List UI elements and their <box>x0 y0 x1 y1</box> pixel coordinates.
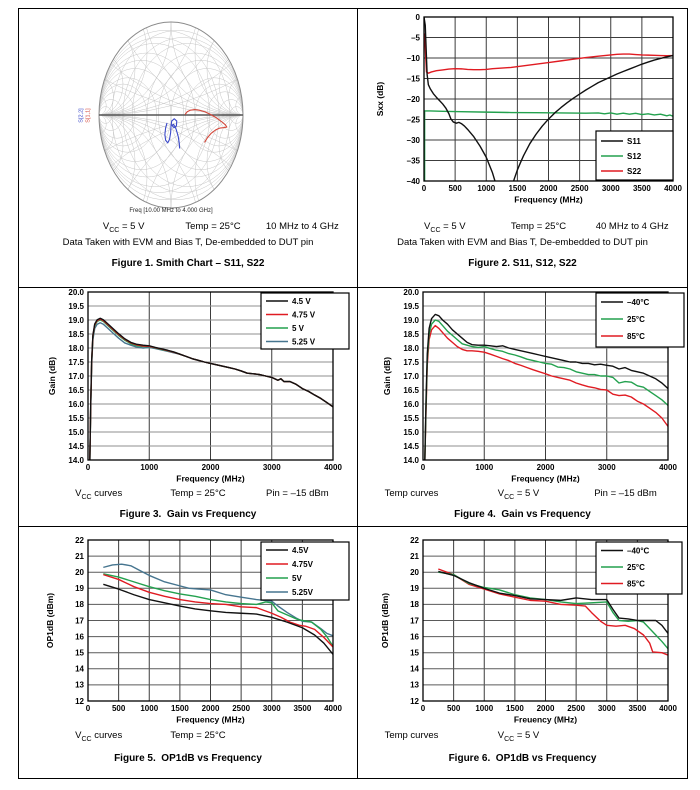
condition-item: Pin = –15 dBm <box>266 488 329 499</box>
svg-text:15.0: 15.0 <box>68 427 84 437</box>
svg-text:S11: S11 <box>627 136 641 146</box>
figure-caption: Figure 6. OP1dB vs Frequency <box>448 753 597 764</box>
svg-text:14: 14 <box>75 664 84 674</box>
svg-text:1000: 1000 <box>475 463 494 472</box>
conditions-line <box>19 488 357 501</box>
svg-text:–30: –30 <box>406 135 420 145</box>
svg-text:1000: 1000 <box>140 704 159 713</box>
svg-text:0: 0 <box>420 704 426 713</box>
svg-text:–5: –5 <box>411 33 420 43</box>
figure-caption: Figure 4. Gain vs Frequency <box>454 509 591 520</box>
svg-text:Gain (dB): Gain (dB) <box>47 356 57 396</box>
svg-text:21: 21 <box>410 551 419 561</box>
svg-text:Gain (dB): Gain (dB) <box>382 356 392 396</box>
svg-text:17.0: 17.0 <box>403 371 419 381</box>
svg-text:25°C: 25°C <box>627 314 645 324</box>
svg-text:25°C: 25°C <box>627 562 645 572</box>
svg-text:3500: 3500 <box>293 704 312 713</box>
svg-text:18: 18 <box>75 600 84 610</box>
svg-text:18: 18 <box>410 600 419 610</box>
condition-item: Temp = 25°C <box>170 488 226 499</box>
svg-text:16.5: 16.5 <box>403 385 419 395</box>
svg-text:22: 22 <box>75 535 84 545</box>
svg-text:S22: S22 <box>627 166 642 176</box>
svg-text:0: 0 <box>85 704 91 713</box>
condition-item <box>248 730 347 743</box>
svg-text:4000: 4000 <box>324 463 342 472</box>
svg-text:1500: 1500 <box>505 704 524 713</box>
condition-item: $V_{CC}$ curves <box>75 730 123 743</box>
smith-trace-label-s11: S[1,1] <box>85 108 92 123</box>
svg-text:2000: 2000 <box>201 704 220 713</box>
svg-text:13: 13 <box>75 680 84 690</box>
svg-text:18.0: 18.0 <box>68 343 84 353</box>
svg-text:18.5: 18.5 <box>403 329 419 339</box>
svg-text:Freuency (MHz): Freuency (MHz) <box>513 714 578 725</box>
svg-text:18.0: 18.0 <box>403 343 419 353</box>
svg-text:1000: 1000 <box>477 184 496 193</box>
svg-text:Frequency (MHz): Frequency (MHz) <box>176 473 245 484</box>
svg-text:3000: 3000 <box>262 704 281 713</box>
svg-text:19.0: 19.0 <box>68 315 84 325</box>
condition-item: 10 MHz to 4 GHz <box>265 221 339 232</box>
svg-text:5 V: 5 V <box>292 323 305 333</box>
svg-text:2000: 2000 <box>536 463 555 472</box>
figure-4-panel <box>358 288 687 527</box>
svg-text:5.25V: 5.25V <box>292 587 313 597</box>
conditions-line <box>19 730 357 743</box>
figure-1-panel <box>19 9 358 288</box>
svg-text:16.5: 16.5 <box>68 385 84 395</box>
svg-text:2000: 2000 <box>201 463 220 472</box>
svg-text:OP1dB (dBm): OP1dB (dBm) <box>45 592 55 649</box>
svg-text:–15: –15 <box>406 74 420 84</box>
svg-text:21: 21 <box>75 551 84 561</box>
svg-text:4.5 V: 4.5 V <box>292 296 311 306</box>
svg-text:14: 14 <box>410 664 419 674</box>
condition-item <box>572 730 679 743</box>
svg-text:12: 12 <box>75 696 84 706</box>
svg-text:22: 22 <box>410 535 419 545</box>
svg-text:4.5V: 4.5V <box>292 545 309 555</box>
svg-text:14.5: 14.5 <box>68 441 84 451</box>
svg-text:0: 0 <box>85 463 91 472</box>
condition-item: Temp curves <box>384 730 439 741</box>
svg-text:17: 17 <box>410 616 419 626</box>
svg-text:17: 17 <box>75 616 84 626</box>
svg-text:3000: 3000 <box>262 463 281 472</box>
svg-text:4000: 4000 <box>659 463 677 472</box>
svg-text:4000: 4000 <box>659 704 677 713</box>
figure-caption: Figure 1. Smith Chart – S11, S22 <box>111 258 265 269</box>
svg-text:3000: 3000 <box>597 463 616 472</box>
svg-text:–40°C: –40°C <box>627 297 650 307</box>
svg-text:5.25 V: 5.25 V <box>292 337 316 347</box>
svg-text:14.0: 14.0 <box>68 455 84 465</box>
condition-item: $V_{CC} = 5$ V <box>424 221 466 234</box>
condition-item: 40 MHz to 4 GHz <box>595 221 669 232</box>
svg-text:15.5: 15.5 <box>68 413 84 423</box>
svg-text:20.0: 20.0 <box>403 288 419 297</box>
svg-text:Frequency (MHz): Frequency (MHz) <box>511 473 580 484</box>
condition-item: $V_{CC}$ curves <box>75 488 123 501</box>
svg-text:16.0: 16.0 <box>68 399 84 409</box>
svg-text:17.0: 17.0 <box>68 371 84 381</box>
svg-text:85°C: 85°C <box>627 331 645 341</box>
svg-text:19: 19 <box>75 584 84 594</box>
smith-trace-label-s22: S[2,2] <box>78 108 85 123</box>
svg-text:14.0: 14.0 <box>403 455 419 465</box>
note-line: Data Taken with EVM and Bias T, De-embedded to DUT pin <box>397 237 648 248</box>
svg-text:500: 500 <box>111 704 126 713</box>
svg-text:15: 15 <box>75 648 84 658</box>
conditions-line <box>358 488 687 501</box>
conditions-line <box>358 221 687 234</box>
characteristics-grid <box>18 8 688 779</box>
condition-item: $V_{CC} = 5$ V <box>497 488 540 501</box>
svg-text:13: 13 <box>410 680 419 690</box>
svg-text:4.75 V: 4.75 V <box>292 310 316 320</box>
svg-text:2500: 2500 <box>567 704 586 713</box>
svg-text:1000: 1000 <box>140 463 159 472</box>
svg-text:19: 19 <box>410 584 419 594</box>
svg-text:S12: S12 <box>627 151 642 161</box>
condition-item: Temp = 25°C <box>185 221 241 232</box>
condition-item: $V_{CC} = 5$ V <box>497 730 540 743</box>
svg-text:Sxx (dB): Sxx (dB) <box>375 81 385 117</box>
figure-2-panel <box>358 9 687 288</box>
svg-text:1500: 1500 <box>508 184 527 193</box>
figure-caption: Figure 5. OP1dB vs Frequency <box>114 753 262 764</box>
svg-text:20: 20 <box>410 568 419 577</box>
svg-text:20: 20 <box>75 568 84 577</box>
svg-text:3000: 3000 <box>601 184 620 193</box>
svg-text:3000: 3000 <box>597 704 616 713</box>
condition-item: Temp = 25°C <box>170 730 226 741</box>
svg-text:16.0: 16.0 <box>403 399 419 409</box>
svg-text:4000: 4000 <box>664 184 682 193</box>
svg-text:Frequency (MHz): Frequency (MHz) <box>176 714 245 725</box>
svg-text:2500: 2500 <box>232 704 251 713</box>
svg-text:1500: 1500 <box>170 704 189 713</box>
condition-item: Pin = –15 dBm <box>594 488 657 499</box>
smith-freq-range-label: Freq [10.00 MHz to 4.000 GHz] <box>129 208 213 214</box>
svg-text:19.5: 19.5 <box>403 301 419 311</box>
svg-text:2500: 2500 <box>570 184 589 193</box>
svg-text:3500: 3500 <box>632 184 651 193</box>
svg-text:–10: –10 <box>406 53 420 63</box>
figure-3-panel <box>19 288 358 527</box>
svg-text:14.5: 14.5 <box>403 441 419 451</box>
condition-item: $V_{CC} = 5$ V <box>102 221 145 234</box>
svg-text:0: 0 <box>421 184 427 193</box>
svg-text:85°C: 85°C <box>627 579 645 589</box>
svg-text:2000: 2000 <box>536 704 555 713</box>
svg-text:3500: 3500 <box>628 704 647 713</box>
svg-text:15: 15 <box>410 648 419 658</box>
svg-text:17.5: 17.5 <box>403 357 419 367</box>
svg-text:500: 500 <box>448 184 462 193</box>
svg-text:0: 0 <box>420 463 426 472</box>
condition-item: Temp = 25°C <box>510 221 567 232</box>
svg-text:18.5: 18.5 <box>68 329 84 339</box>
svg-text:0: 0 <box>415 12 420 22</box>
svg-text:4000: 4000 <box>324 704 342 713</box>
svg-text:20.0: 20.0 <box>68 288 84 297</box>
conditions-line <box>358 730 687 743</box>
svg-text:–40°C: –40°C <box>627 546 650 556</box>
figure-5-panel <box>19 527 358 778</box>
svg-text:2000: 2000 <box>539 184 558 193</box>
conditions-line <box>19 221 357 234</box>
figure-caption: Figure 3. Gain vs Frequency <box>119 509 257 520</box>
svg-text:19.5: 19.5 <box>68 301 84 311</box>
svg-text:17.5: 17.5 <box>68 357 84 367</box>
svg-text:19.0: 19.0 <box>403 315 419 325</box>
svg-text:–40: –40 <box>406 176 420 186</box>
svg-text:Frequency (MHz): Frequency (MHz) <box>514 194 583 205</box>
svg-text:–35: –35 <box>406 156 420 166</box>
svg-text:15.0: 15.0 <box>403 427 419 437</box>
svg-text:16: 16 <box>75 632 84 642</box>
svg-text:15.5: 15.5 <box>403 413 419 423</box>
figure-caption: Figure 2. S11, S12, S22 <box>468 258 577 269</box>
svg-text:12: 12 <box>410 696 419 706</box>
svg-text:500: 500 <box>446 704 461 713</box>
svg-text:–20: –20 <box>406 94 420 104</box>
svg-text:–25: –25 <box>406 115 420 125</box>
condition-item: Temp curves <box>384 488 439 499</box>
note-line: Data Taken with EVM and Bias T, De-embedded to DUT pin <box>62 237 314 248</box>
svg-text:OP1dB (dBm): OP1dB (dBm) <box>380 592 390 649</box>
svg-text:4.75V: 4.75V <box>292 559 313 569</box>
figure-6-panel <box>358 527 687 778</box>
svg-text:1000: 1000 <box>475 704 494 713</box>
svg-text:16: 16 <box>410 632 419 642</box>
svg-text:5V: 5V <box>292 573 302 583</box>
